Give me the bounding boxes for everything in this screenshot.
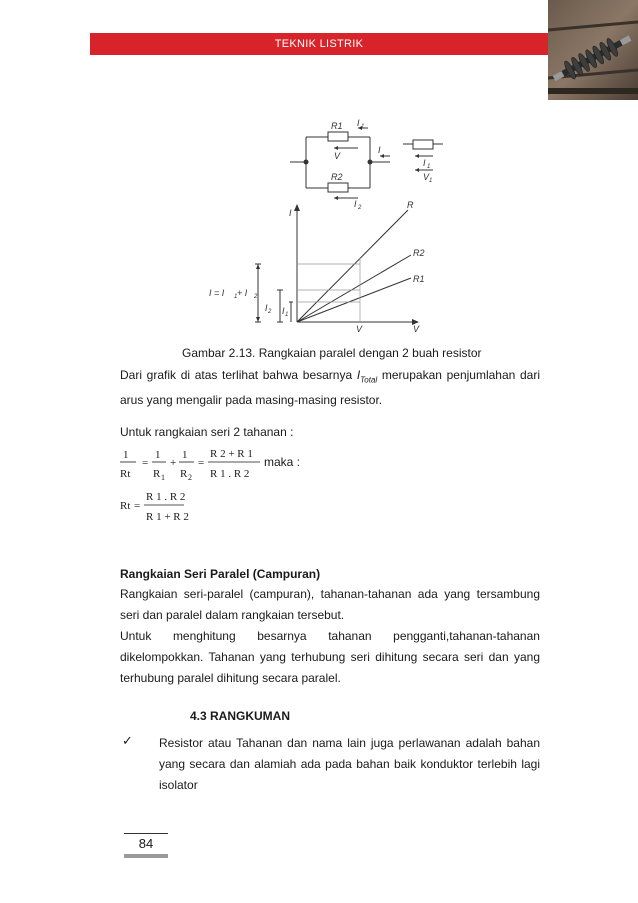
para3-word: tahanan: [328, 629, 372, 643]
line-r-label: R: [407, 200, 414, 210]
para3-word: Untuk: [120, 629, 152, 643]
f2-den: R 1 + R 2: [146, 511, 189, 523]
insulator-photo: [548, 0, 638, 100]
f1-maka: maka :: [264, 455, 301, 469]
f1-den2: R 1 . R 2: [210, 468, 250, 480]
para1-sub: Total: [360, 375, 378, 385]
figure-caption: Gambar 2.13. Rangkaian paralel dengan 2 buah resistor: [182, 346, 482, 360]
line-r2-label: R2: [413, 248, 425, 258]
paragraph-itotal: [120, 365, 540, 411]
side-v1-label: V: [423, 172, 430, 182]
iv-graph: [205, 198, 435, 338]
formula-rt: [118, 487, 218, 527]
i2-graph-label: I: [265, 303, 268, 313]
page-number-rule: [124, 833, 168, 834]
summary-title: 4.3 RANGKUMAN: [190, 709, 291, 723]
header-title: TEKNIK LISTRIK: [274, 38, 364, 50]
para1-i: I: [356, 368, 361, 382]
summary-item: Resistor atau Tahanan dan nama lain juga perlawanan adalah bahan yang secara dan alamiah ada pada bahan baik konduktor terlebih lagi isolator: [159, 736, 540, 792]
i2-graph-sub: 2: [268, 309, 272, 315]
f2-rt: Rt: [120, 500, 131, 512]
checkmark-icon: ✓: [122, 734, 133, 749]
f1-r2: R: [180, 468, 188, 480]
f1-r1s: 1: [161, 473, 165, 482]
i2-label: I: [354, 199, 357, 209]
sum-sub2: 2: [254, 294, 258, 300]
f1-eq1: =: [142, 457, 149, 469]
page-number: 84: [138, 836, 154, 851]
sum-sub1: 1: [234, 294, 238, 300]
i1-graph-label: I: [282, 306, 285, 316]
paragraph-seri-paralel: Rangkaian seri-paralel (campuran), tahanan-tahanan ada yang tersambung seri dan paralel dalam rangkaian tersebut.: [120, 587, 540, 622]
f1-plus: +: [170, 457, 177, 469]
i1-sub: 1: [361, 124, 365, 130]
para3-word: menghitung: [172, 629, 236, 643]
f1-r2s: 2: [188, 473, 192, 482]
paragraph-hitung-line1: [120, 626, 540, 647]
f1-rt: Rt: [120, 468, 131, 480]
v-label: V: [334, 151, 341, 161]
para1-a: Dari grafik di atas terlihat bahwa besarnya: [120, 368, 357, 382]
seri-intro: Untuk rangkaian seri 2 tahanan :: [120, 425, 294, 439]
y-axis-label: I: [289, 208, 292, 218]
page-number-bar: [124, 854, 168, 858]
i-label: I: [378, 145, 381, 155]
paragraph-hitung-rest: dikelompokkan. Tahanan yang terhubung seri dihitung secara seri dan yang terhubung paralel dihitung secara paralel.: [120, 650, 540, 685]
sum-label: I = I: [209, 288, 225, 298]
r1-label: R1: [331, 121, 343, 131]
para3-word: besarnya: [257, 629, 307, 643]
para1-b: merupakan penjumlahan dari arus yang mengalir pada masing-masing resistor.: [120, 368, 540, 408]
f1-eq2: =: [198, 457, 205, 469]
i1-graph-sub: 1: [285, 312, 289, 318]
sum-plus: + I: [237, 288, 248, 298]
para3-word: pengganti,tahanan-tahanan: [393, 629, 540, 643]
side-i1-label: I: [423, 158, 426, 168]
i1-label: I: [357, 118, 360, 128]
v-graph-label: V: [356, 324, 363, 334]
i2-sub: 2: [358, 205, 362, 210]
f1-one-c: 1: [182, 449, 188, 461]
parallel-circuit-diagram: [290, 118, 460, 210]
f1-one-b: 1: [155, 449, 161, 461]
f1-r1: R: [153, 468, 161, 480]
f2-eq: =: [134, 500, 141, 512]
line-r1-label: R1: [413, 274, 425, 284]
f1-one-a: 1: [123, 449, 129, 461]
x-axis-label: V: [413, 324, 420, 334]
formula-reciprocal: [118, 444, 318, 484]
section-title: Rangkaian Seri Paralel (Campuran): [120, 567, 321, 581]
side-v1-sub: 1: [429, 178, 433, 184]
f1-num2: R 2 + R 1: [210, 448, 253, 460]
side-i1-sub: 1: [427, 164, 431, 170]
r2-label: R2: [331, 172, 343, 182]
f2-num: R 1 . R 2: [146, 491, 186, 503]
